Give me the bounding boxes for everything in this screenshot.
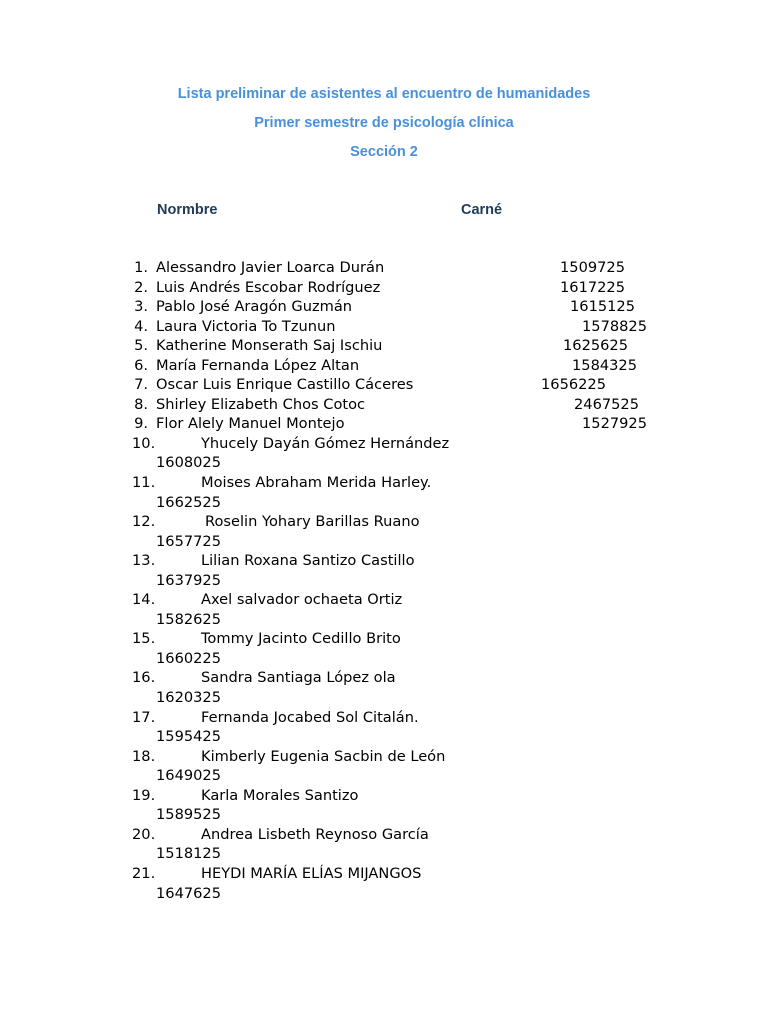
list-item-carne-line [0,884,768,904]
list-item [0,434,768,454]
list-item-carne: 1637925 [156,571,221,589]
list-item [0,668,768,688]
list-item-name: Flor Alely Manuel Montejo [156,415,345,433]
list-item [0,590,768,610]
list-item-carne: 1657725 [156,532,221,550]
list-item-carne-line [0,493,768,513]
list-item-carne: 1518125 [156,845,221,863]
list-item-number: 16. [132,669,156,687]
list-item-carne: 1647625 [156,884,221,902]
attendee-list [0,258,768,903]
list-item-carne: 1509725 [560,259,625,276]
list-item-carne: 1582625 [156,610,221,628]
list-item-name: Karla Morales Santizo [201,786,359,804]
list-item-carne: 1625625 [563,337,628,355]
list-item-number: 11. [132,474,156,492]
list-item-number: 4. [134,317,148,335]
list-item [0,473,768,493]
list-item [0,512,768,532]
list-item-name: Lilian Roxana Santizo Castillo [201,552,415,570]
list-item-name: Luis Andrés Escobar Rodríguez [156,278,381,296]
list-item [0,629,768,649]
list-item [0,278,768,298]
list-item [0,786,768,806]
list-item-number: 13. [132,552,156,570]
list-item [0,825,768,845]
list-item-number: 12. [132,513,156,531]
list-item-number: 5. [134,337,148,355]
list-item-carne: 1527925 [582,415,647,433]
list-item-name: Roselin Yohary Barillas Ruano [205,513,420,531]
list-item-number: 20. [132,825,156,843]
list-item-number: 8. [134,395,148,413]
name-column-header: Normbre [157,202,218,218]
list-item-name: Oscar Luis Enrique Castillo Cáceres [156,376,414,394]
list-item-number: 7. [134,376,148,394]
list-item-name: Shirley Elizabeth Chos Cotoc [156,395,366,413]
list-item-carne: 1649025 [156,767,221,785]
list-item-number: 6. [134,356,148,374]
list-item-carne-line [0,688,768,708]
list-item-carne: 1578825 [582,317,647,335]
list-item-carne: 2467525 [574,395,639,413]
list-item-number: 9. [134,415,148,433]
list-item-name: Axel salvador ochaeta Ortiz [201,591,403,609]
list-item-carne: 1584325 [572,356,637,374]
list-item-name: Alessandro Javier Loarca Durán [156,259,385,276]
list-item [0,708,768,728]
list-item [0,336,768,356]
list-item-number: 17. [132,708,156,726]
list-item-number: 21. [132,864,156,882]
list-item [0,297,768,317]
list-item [0,414,768,434]
list-item-name: Yhucely Dayán Gómez Hernández [201,434,450,452]
list-item-name: Moises Abraham Merida Harley. [201,474,432,492]
list-item-number: 2. [134,278,148,296]
list-item-carne: 1589525 [156,806,221,824]
list-item-name: Fernanda Jocabed Sol Citalán. [201,708,419,726]
list-item-name: María Fernanda López Altan [156,356,360,374]
list-item [0,258,768,278]
list-item [0,375,768,395]
list-item-carne: 1660225 [156,649,221,667]
list-item-name: Laura Victoria To Tzunun [156,317,336,335]
list-item-number: 18. [132,747,156,765]
list-item [0,864,768,884]
list-item [0,317,768,337]
list-item [0,356,768,376]
list-item-name: HEYDI MARÍA ELÍAS MIJANGOS [201,864,422,882]
carne-column-header: Carné [461,202,503,218]
list-item-carne-line [0,610,768,630]
document-subtitle: Primer semestre de psicología clínica [254,115,514,131]
list-item-name: Pablo José Aragón Guzmán [156,298,353,316]
list-item-carne-line [0,805,768,825]
list-item-name: Tommy Jacinto Cedillo Brito [201,630,401,648]
list-item-carne-line [0,453,768,473]
list-item-number: 19. [132,786,156,804]
list-item-carne: 1615125 [570,298,635,316]
list-item-carne-line [0,844,768,864]
list-item-name: Katherine Monserath Saj Ischiu [156,337,383,355]
list-item-carne-line [0,766,768,786]
list-item-carne-line [0,532,768,552]
list-item-carne: 1617225 [560,278,625,296]
list-item-carne-line [0,649,768,669]
list-item-number: 10. [132,434,156,452]
list-item [0,551,768,571]
list-item-carne: 1620325 [156,689,221,707]
list-item-carne-line [0,571,768,591]
list-item-name: Kimberly Eugenia Sacbin de León [201,747,446,765]
list-item-carne-line [0,727,768,747]
list-item [0,747,768,767]
list-item-name: Sandra Santiaga López ola [201,669,396,687]
list-item-carne: 1608025 [156,454,221,472]
list-item-carne: 1595425 [156,728,221,746]
list-item-carne: 1656225 [541,376,606,394]
list-item-number: 1. [134,259,148,276]
list-item-number: 15. [132,630,156,648]
list-item-carne: 1662525 [156,493,221,511]
list-item [0,395,768,415]
list-item-name: Andrea Lisbeth Reynoso García [201,825,429,843]
document-title: Lista preliminar de asistentes al encuentro de humanidades [177,86,591,102]
list-item-number: 14. [132,591,156,609]
list-item-number: 3. [134,298,148,316]
section-label: Sección 2 [350,144,418,160]
